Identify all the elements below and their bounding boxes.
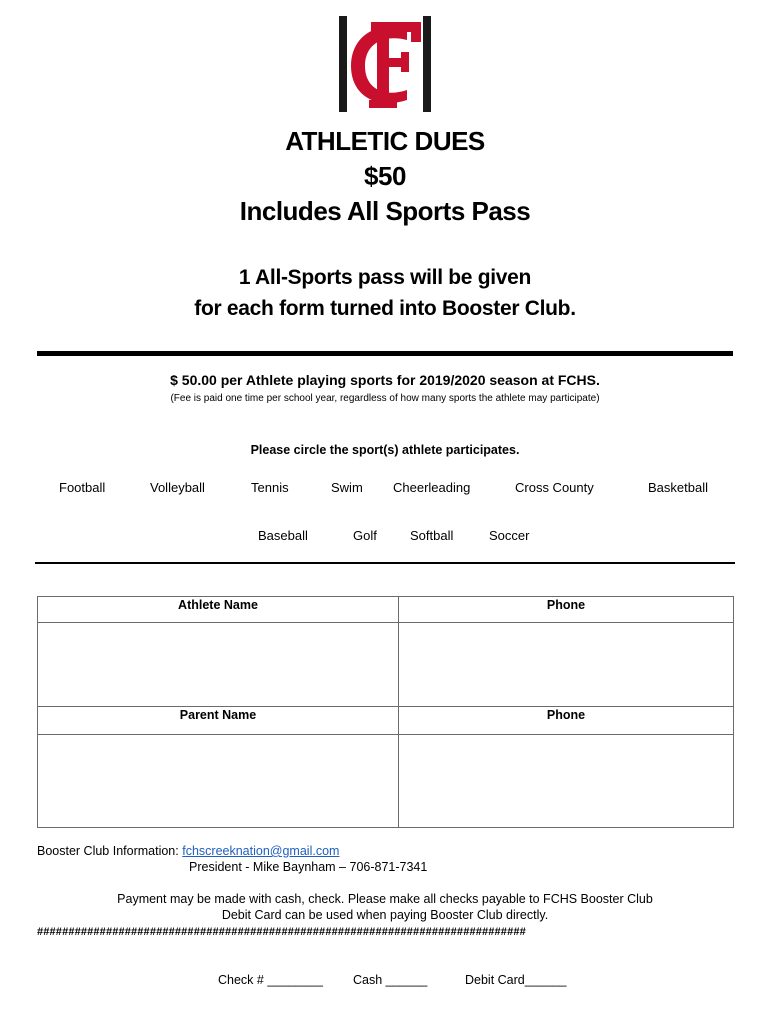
sport-golf[interactable]: Golf (353, 528, 377, 543)
check-number-field[interactable]: Check # ________ (218, 973, 323, 987)
athlete-name-field[interactable] (39, 623, 397, 706)
title-line-2: $50 (364, 161, 406, 191)
phone-header-2: Phone (546, 708, 586, 722)
fee-statement: $ 50.00 per Athlete playing sports for 2019/2020 season at FCHS. (170, 372, 600, 388)
sport-swim[interactable]: Swim (331, 480, 363, 495)
subtitle-line-2: for each form turned into Booster Club. (194, 297, 576, 320)
phone-header-1: Phone (546, 598, 586, 612)
parent-name-field[interactable] (39, 735, 397, 827)
payment-line-2: Debit Card can be used when paying Booster Club directly. (221, 908, 549, 922)
fee-note: (Fee is paid one time per school year, regardless of how many sports the athlete may participate) (170, 393, 600, 404)
debit-card-field[interactable]: Debit Card______ (465, 973, 567, 987)
sport-cheerleading[interactable]: Cheerleading (393, 480, 471, 495)
sport-basketball[interactable]: Basketball (648, 480, 708, 495)
subtitle-line-1: 1 All-Sports pass will be given (238, 266, 532, 289)
hash-separator: ############################################################################## (37, 926, 526, 938)
school-logo (337, 16, 433, 112)
sport-baseball[interactable]: Baseball (258, 528, 308, 543)
athlete-phone-field[interactable] (399, 623, 733, 706)
parent-name-header: Parent Name (179, 708, 257, 722)
president-info: President - Mike Baynham – 706-871-7341 (189, 860, 428, 874)
thin-divider (35, 562, 735, 564)
sports-instruction: Please circle the sport(s) athlete participates. (250, 443, 520, 457)
thick-divider (37, 351, 733, 356)
title-line-3: Includes All Sports Pass (239, 196, 531, 226)
booster-info (37, 844, 339, 858)
sport-cross-county[interactable]: Cross County (515, 480, 594, 495)
sport-volleyball[interactable]: Volleyball (150, 480, 205, 495)
title-line-1: ATHLETIC DUES (285, 126, 485, 156)
sport-softball[interactable]: Softball (410, 528, 454, 543)
info-table (37, 596, 734, 828)
sport-soccer[interactable]: Soccer (489, 528, 530, 543)
parent-phone-field[interactable] (399, 735, 733, 827)
booster-label: Booster Club Information: (37, 844, 179, 858)
sport-tennis[interactable]: Tennis (251, 480, 289, 495)
cash-field[interactable]: Cash ______ (353, 973, 428, 987)
payment-line-1: Payment may be made with cash, check. Please make all checks payable to FCHS Booster Club (117, 892, 653, 906)
athlete-name-header: Athlete Name (178, 598, 258, 612)
booster-email-link[interactable]: fchscreeknation@gmail.com (182, 844, 340, 858)
sport-football[interactable]: Football (59, 480, 106, 495)
